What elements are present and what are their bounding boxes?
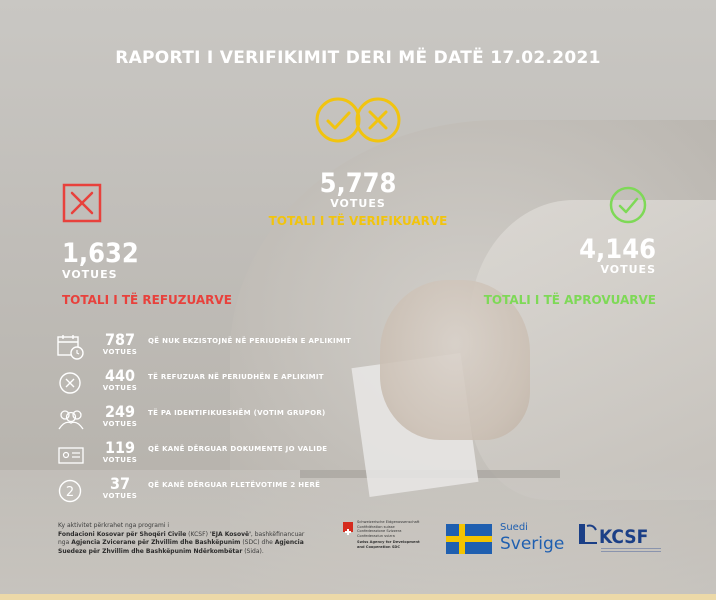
breakdown-votes-label: VOTUES <box>102 420 138 428</box>
group-icon <box>56 405 86 433</box>
breakdown-description: TË REFUZUAR NË PERIUDHËN E APLIKIMIT <box>148 373 324 381</box>
funding-line-3: nga Agjencia Zvicerane për Zhvillim dhe Bashkëpunim (SDC) dhe Agjencia <box>58 539 304 546</box>
check-and-cross-icon <box>308 88 408 150</box>
breakdown-row <box>56 438 476 468</box>
sweden-big-text: Sverige <box>500 534 565 554</box>
approved-label: TOTALI I TË APROVUARVE <box>483 293 656 307</box>
breakdown-votes-label: VOTUES <box>102 348 138 356</box>
approved-icon <box>608 185 648 229</box>
kcsf-text: KCSF <box>599 526 649 548</box>
kcsf-logo <box>577 518 667 558</box>
approved-total: 4,146 <box>579 234 656 265</box>
approved-votes-label: VOTUES <box>600 263 656 276</box>
funding-line-2: Fondacioni Kosovar për Shoqëri Civile (KCSF) 'EJA Kosovë', bashkëfinancuar <box>58 530 305 538</box>
breakdown-description: QË NUK EKZISTOJNË NË PERIUDHËN E APLIKIMIT <box>148 337 352 345</box>
swiss-sdc-logo: Schweizerische Eidgenossenschaft Confédération suisse Confederazione Svizzera Confederaziun svizra Swiss Agency for Development and Cooperation SDC <box>343 520 433 568</box>
verified-total: 5,778 <box>319 168 397 199</box>
rejected-total: 1,632 <box>62 238 139 269</box>
rejected-label: TOTALI I TË REFUZUARVE <box>62 293 232 307</box>
kcsf-subtitle-lines <box>601 548 661 552</box>
svg-text:2: 2 <box>65 485 75 500</box>
verified-icons <box>0 88 716 154</box>
funding-note <box>58 522 326 556</box>
breakdown-description: QË KANË DËRGUAR FLETËVOTIME 2 HERË <box>148 481 321 489</box>
sweden-logo <box>446 520 566 560</box>
report-title: RAPORTI I VERIFIKIMIT DERI MË DATË 17.02.2021 <box>115 48 601 68</box>
bottom-strip <box>0 594 716 600</box>
breakdown-row <box>56 474 476 504</box>
verified-votes-label: VOTUES <box>330 197 386 210</box>
id-card-icon <box>56 441 86 469</box>
breakdown-votes-label: VOTUES <box>102 492 138 500</box>
number-two-icon <box>56 477 86 505</box>
sweden-small-text: Suedi <box>500 522 528 533</box>
breakdown-description: QË KANË DËRGUAR DOKUMENTE JO VALIDE <box>148 445 328 453</box>
x-circle-icon <box>56 369 86 397</box>
kcsf-mark-icon <box>577 522 599 546</box>
breakdown-votes-label: VOTUES <box>102 384 138 392</box>
breakdown-number: 119 <box>104 438 136 457</box>
breakdown-number: 440 <box>104 366 136 385</box>
rejected-votes-label: VOTUES <box>62 268 118 281</box>
verified-label: TOTALI I TË VERIFIKUARVE <box>268 214 448 228</box>
funding-line-4: Suedeze për Zhvillim dhe Bashkëpunim Ndërkombëtar (Sida). <box>58 547 264 555</box>
breakdown-votes-label: VOTUES <box>102 456 138 464</box>
breakdown-description: TË PA IDENTIFIKUESHËM (VOTIM GRUPOR) <box>148 409 326 417</box>
sweden-flag-icon <box>446 524 492 554</box>
breakdown-number: 787 <box>104 330 136 349</box>
breakdown-row <box>56 366 476 396</box>
breakdown-number: 37 <box>109 474 131 493</box>
calendar-clock-icon <box>56 333 86 361</box>
breakdown-row <box>56 402 476 432</box>
swiss-flag-icon <box>343 522 353 532</box>
rejected-icon <box>62 183 102 227</box>
funding-line-1: Ky aktivitet përkrahet nga programi i <box>58 522 170 529</box>
breakdown-row <box>56 330 476 360</box>
breakdown-number: 249 <box>104 402 136 421</box>
